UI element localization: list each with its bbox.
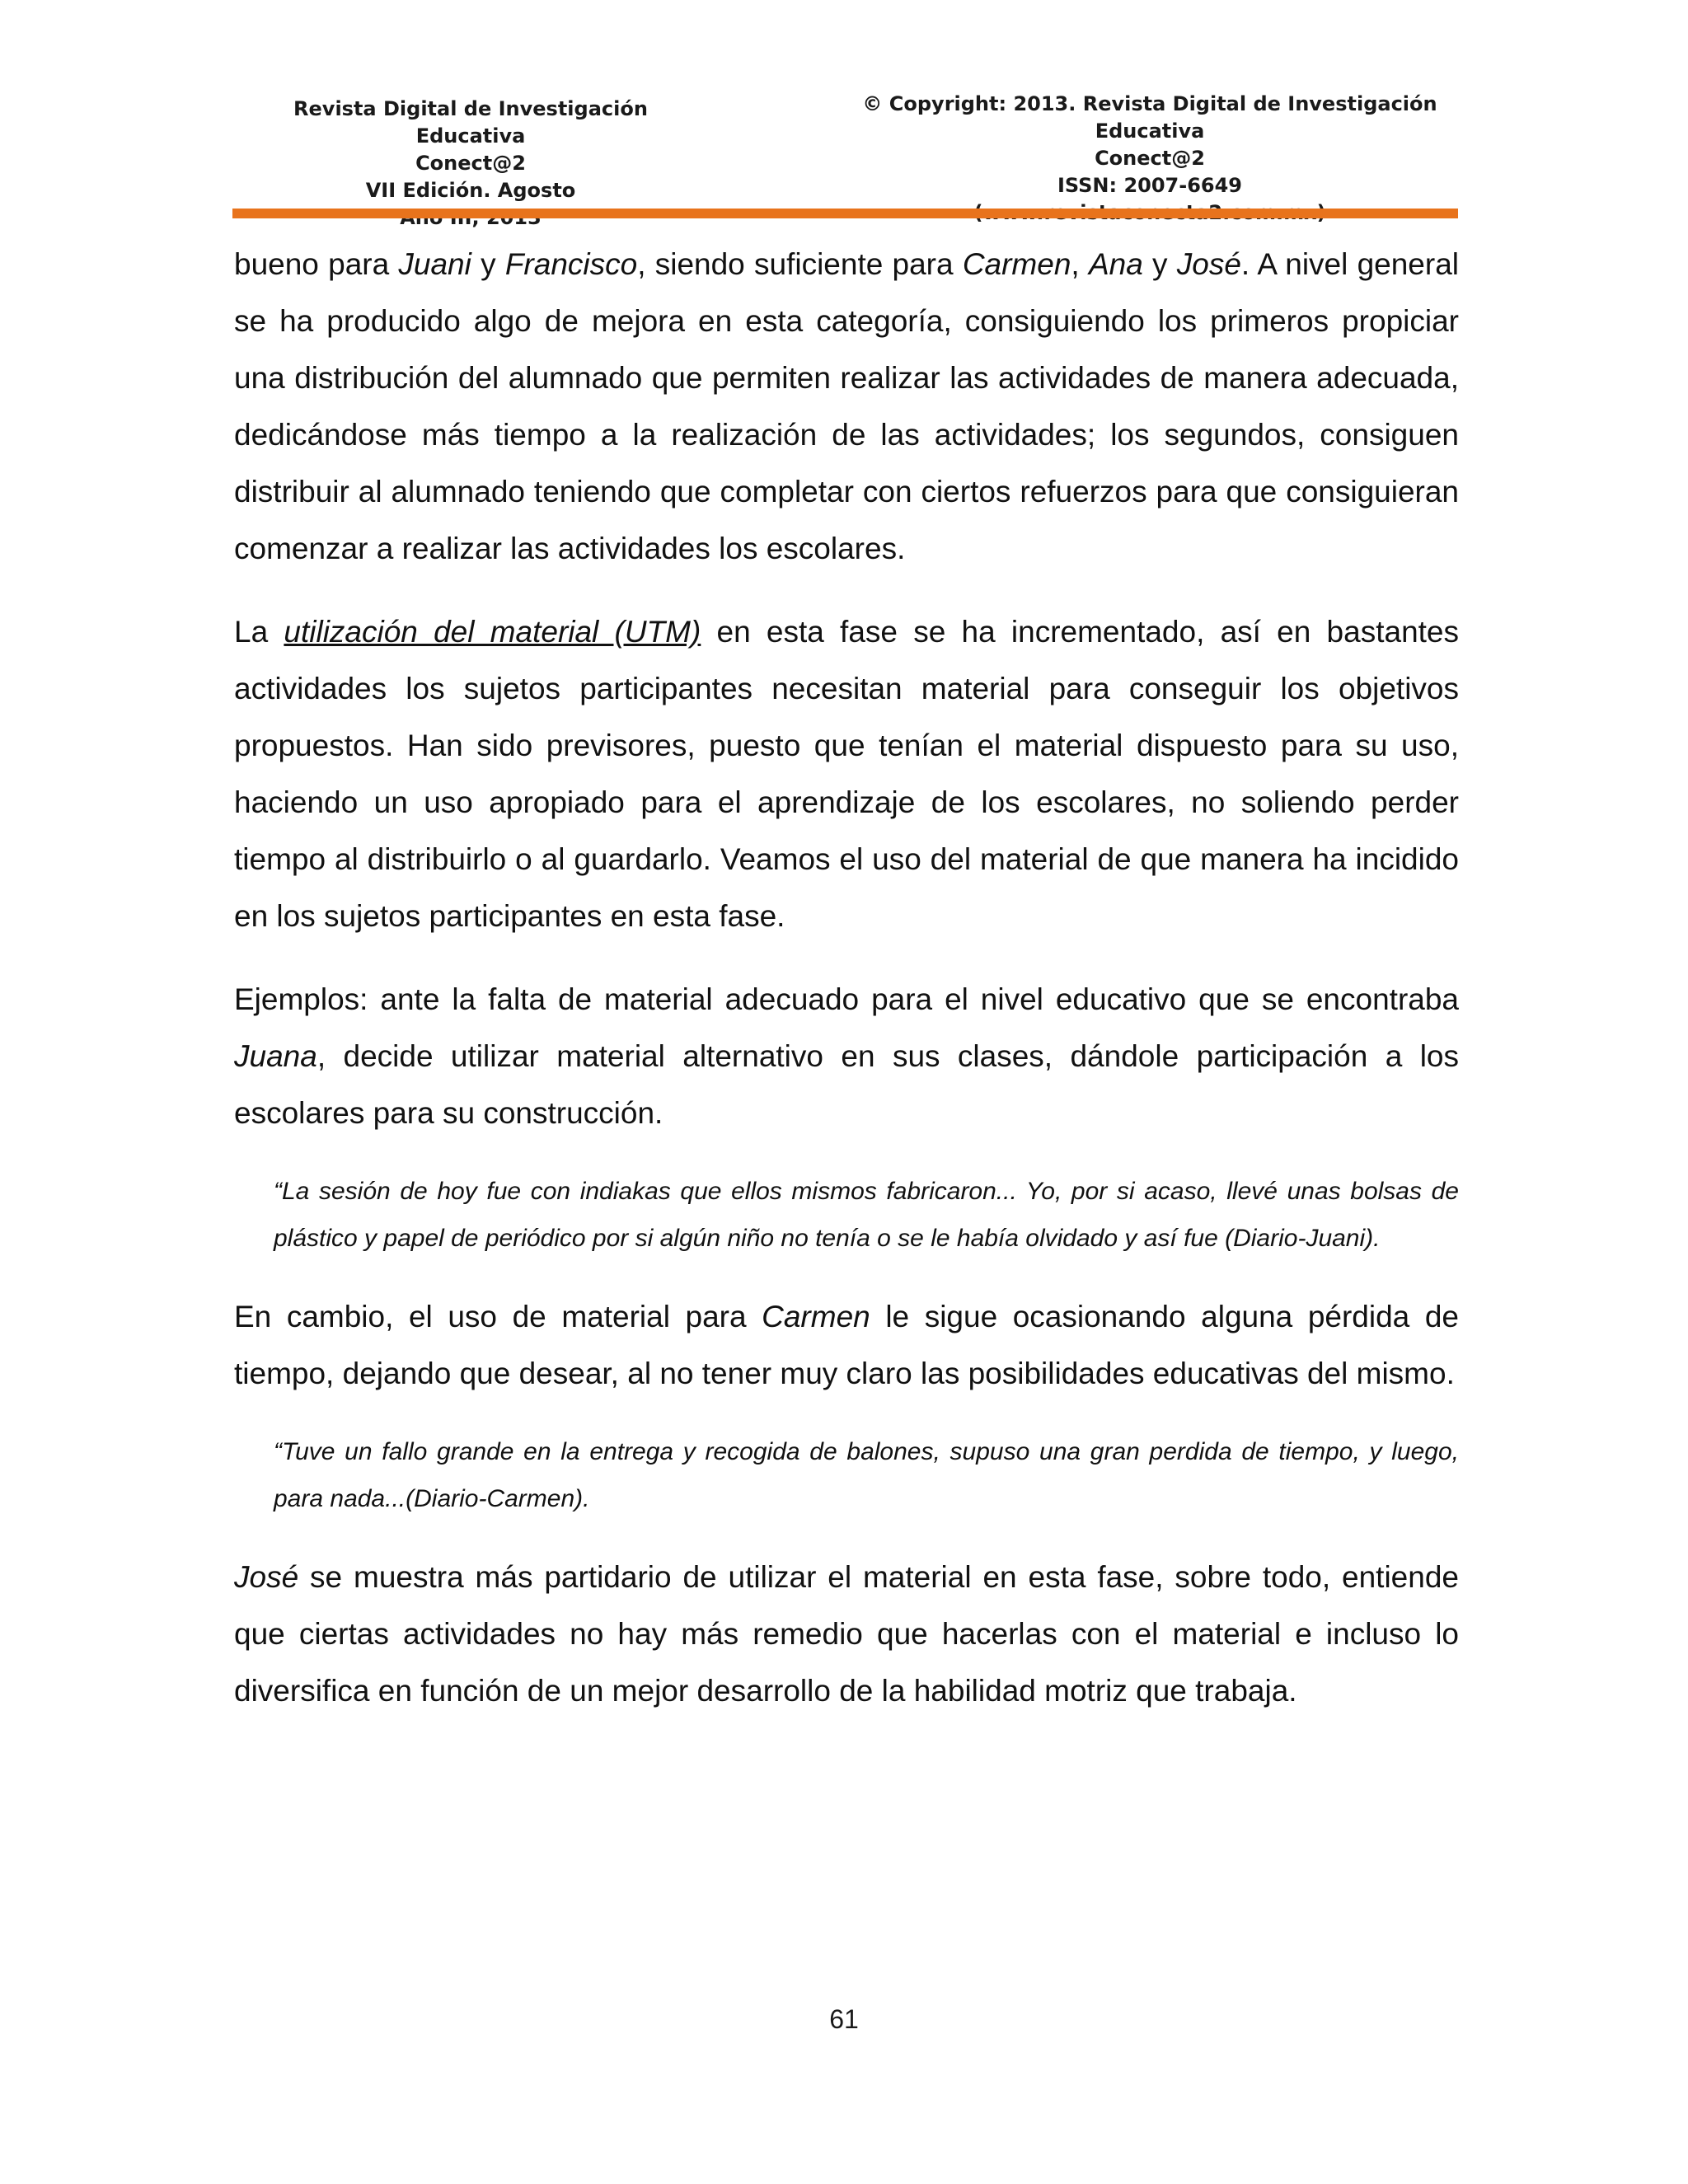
name-francisco: Francisco	[504, 247, 638, 281]
name-jose: José	[234, 1560, 299, 1594]
name-ana: Ana	[1088, 247, 1143, 281]
name-jose: José	[1176, 247, 1241, 281]
text: bueno para	[234, 247, 399, 281]
name-carmen: Carmen	[962, 247, 1071, 281]
text: ,	[1071, 247, 1089, 281]
text: . A nivel general se ha producido algo de mejora en esta categoría, consiguiendo los primeros propiciar una distribución del alumnado que permiten realizar las actividades de manera adecuada, dedicándose más tiempo a la realización de las actividades; los segundos, consiguen distribuir al alumnado teniendo que completar con ciertos refuerzos para que consiguieran comenzar a realizar las actividades los escolares.	[234, 247, 1459, 565]
text: , decide utilizar material alternativo en sus clases, dándole participación a los escolares para su construcción.	[234, 1039, 1459, 1130]
text: , siendo suficiente para	[637, 247, 963, 281]
name-juana: Juana	[234, 1039, 317, 1073]
quote-1: “La sesión de hoy fue con indiakas que ellos mismos fabricaron... Yo, por si acaso, llevé unas bolsas de plástico y papel de periódico por si algún niño no tenía o se le había olvidado y así fue (Diario-Juani).	[274, 1178, 1459, 1252]
text: y	[471, 247, 505, 281]
journal-short-name-right: Conect@2	[1095, 147, 1205, 170]
text: y	[1142, 247, 1177, 281]
paragraph-2	[234, 603, 1459, 944]
paragraph-3	[234, 971, 1459, 1141]
name-carmen: Carmen	[762, 1300, 870, 1333]
paragraph-5	[234, 1549, 1459, 1719]
journal-short-name: Conect@2	[415, 152, 526, 175]
copyright: © Copyright: 2013. Revista Digital de Investigación Educativa	[862, 92, 1437, 143]
header-divider	[232, 209, 1458, 218]
paragraph-1	[234, 236, 1459, 577]
quote-2: “Tuve un fallo grande en la entrega y recogida de balones, supuso una gran perdida de tiempo, y luego, para nada...(Diario-Carmen).	[274, 1438, 1459, 1512]
paragraph-4	[234, 1288, 1459, 1402]
journal-header-right	[812, 91, 1488, 227]
text: Ejemplos: ante la falta de material adecuado para el nivel educativo que se encontraba	[234, 982, 1459, 1016]
journal-name: Revista Digital de Investigación Educativa	[293, 97, 648, 148]
term-utm: utilización del material (UTM)	[284, 615, 701, 649]
text: La	[234, 615, 284, 649]
page-number: 61	[829, 2004, 859, 2034]
article-body	[234, 236, 1459, 1746]
text: le sigue ocasionando alguna pérdida de tiempo, dejando que desear, al no tener muy claro las posibilidades educativas del mismo.	[234, 1300, 1459, 1390]
text: En cambio, el uso de material para	[234, 1300, 762, 1333]
text: en esta fase se ha incrementado, así en bastantes actividades los sujetos participantes necesitan material para conseguir los objetivos propuestos. Han sido previsores, puesto que tenían el material dispuesto para su uso, haciendo un uso apropiado para el aprendizaje de los escolares, no soliendo perder tiempo al distribuirlo o al guardarlo. Veamos el uso del material de que manera ha incidido en los sujetos participantes en esta fase.	[234, 615, 1460, 933]
edition: VII Edición. Agosto	[365, 179, 576, 202]
name-juani: Juani	[398, 247, 471, 281]
text: se muestra más partidario de utilizar el material en esta fase, sobre todo, entiende que ciertas actividades no hay más remedio que hacerlas con el material e incluso lo diversifica en función de un mejor desarrollo de la habilidad motriz que trabaja.	[234, 1560, 1459, 1708]
issn: ISSN: 2007-6649	[1057, 174, 1242, 197]
